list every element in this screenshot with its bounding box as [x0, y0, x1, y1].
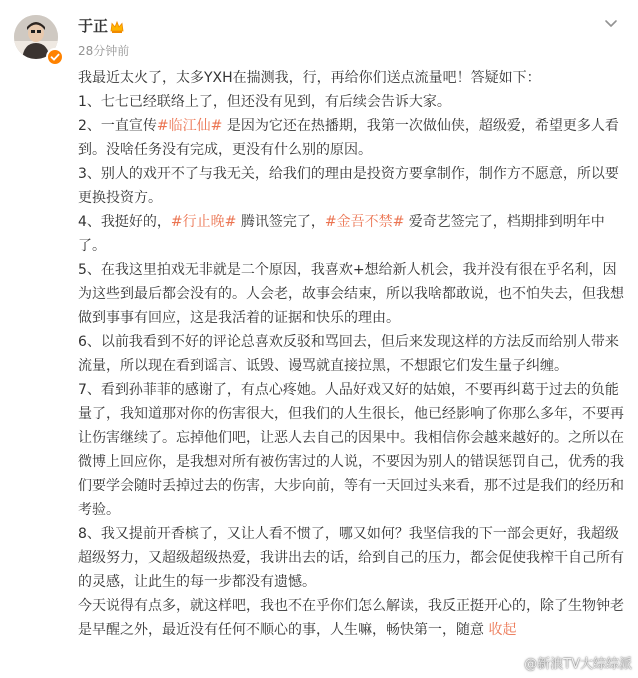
post-text: 腾讯签完了，: [236, 214, 325, 230]
post-timestamp[interactable]: 28分钟前: [78, 44, 130, 58]
crown-icon[interactable]: [110, 19, 124, 33]
post-item-6: 6、以前我看到不好的评论总喜欢反驳和骂回去，但后来发现这样的方法反而给别人带来流量，所以现在看到谣言、诋毁、谩骂就直接拉黑，不想跟它们发生量子纠缠。: [78, 334, 619, 374]
post-item-4: [78, 210, 626, 258]
post-text: 2、一直宣传: [78, 118, 157, 134]
post-item-7: 7、看到孙菲菲的感谢了，有点心疼她。人品好戏又好的姑娘，不要再纠葛于过去的负能量了，我知道那对你的伤害很大，但我们的人生很长，他已经影响了你那么多年，不要再让伤害继续了。忘掉他们吧，让恶人去自己的因果中。我相信你会越来越好的。之所以在微博上回应你，是我想对所有被伤害过的人说，不要因为别人的错误惩罚自己，优秀的我们要学会随时丢掉过去的伤害，大步向前，等有一天回过头来看，那不过是我们的经历和考验。: [78, 382, 624, 518]
post-text: 是因为它还在热播期，我第一次做仙侠，超级爱，希望更多人看到。没啥任务没有完成，更没有什么别的原因。: [78, 118, 619, 158]
post-intro: 我最近太火了，太多YXH在揣测我，行，再给你们送点流量吧！答疑如下：: [78, 70, 541, 86]
topic-link[interactable]: #行止晚#: [170, 214, 237, 230]
post-item-3: 3、别人的戏开不了与我无关，给我们的理由是投资方要拿制作，制作方不愿意，所以要更换投资方。: [78, 166, 619, 206]
author-name[interactable]: 于正: [78, 17, 109, 35]
post-item-5: 5、在我这里拍戏无非就是二个原因，我喜欢+想给新人机会，我并没有很在乎名利，因为这些到最后都会没有的。人会老，故事会结束，所以我啥都敢说，也不怕失去，但我想做到事事有回应，这是我活着的证据和快乐的理由。: [78, 262, 624, 326]
chevron-down-icon[interactable]: [602, 14, 620, 32]
post-content: [78, 66, 626, 642]
topic-link[interactable]: #临江仙#: [156, 118, 223, 134]
collapse-link[interactable]: 收起: [488, 622, 517, 638]
topic-link[interactable]: #金吾不禁#: [324, 214, 405, 230]
post-text: 4、我挺好的，: [78, 214, 171, 230]
verified-badge-icon: [46, 48, 64, 66]
post-text: 爱奇艺签完了，档期排到明年中了。: [78, 214, 605, 254]
post-item-2: [78, 114, 626, 162]
post-outro: [78, 594, 626, 642]
post-item-1: 1、七七已经联络上了，但还没有见到，有后续会告诉大家。: [78, 94, 451, 110]
post-item-8: 8、我又提前开香槟了，又让人看不惯了，哪又如何？我坚信我的下一部会更好，我超级超级努力，又超级超级热爱，我讲出去的话，给到自己的压力，都会促使我榨干自己所有的灵感，让此生的每一步都没有遗憾。: [78, 526, 624, 590]
watermark: @新浪TV大综综派: [524, 657, 632, 672]
post-text: 今天说得有点多，就这样吧，我也不在乎你们怎么解读，我反正挺开心的，除了生物钟老是早醒之外，最近没有任何不顺心的事，人生嘛，畅快第一，随意: [78, 598, 624, 638]
